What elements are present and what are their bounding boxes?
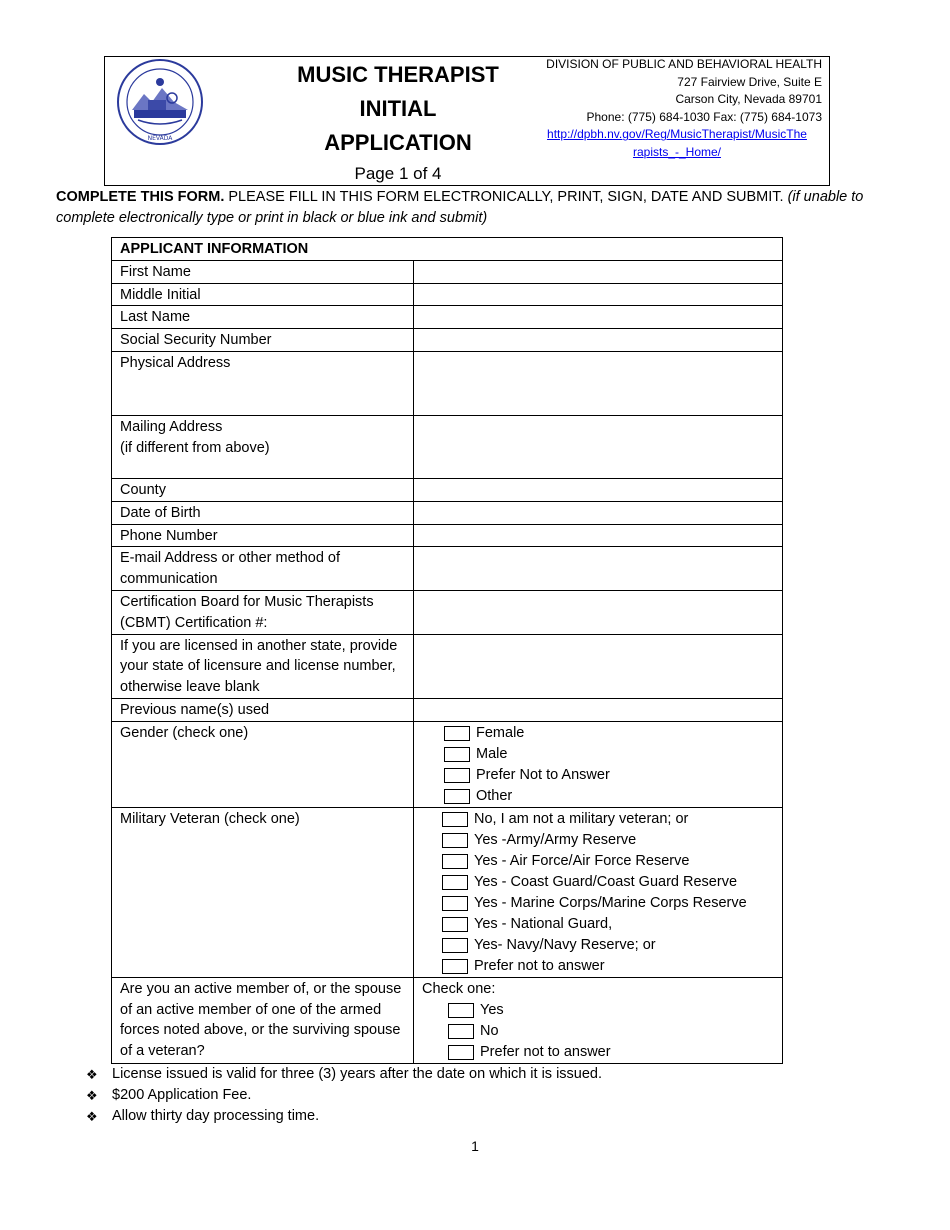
link-line-2[interactable]: rapists_-_Home/: [632, 144, 722, 159]
link-line-1[interactable]: http://dpbh.nv.gov/Reg/MusicTherapist/MusicThe: [547, 127, 807, 142]
military-option[interactable]: [442, 893, 774, 914]
option-label: Yes - Marine Corps/Marine Corps Reserve: [474, 894, 747, 911]
checkbox[interactable]: [444, 768, 470, 783]
nevada-seal-icon: [116, 58, 204, 146]
note-text: Allow thirty day processing time.: [112, 1108, 320, 1124]
option-label: Yes -Army/Army Reserve: [474, 831, 637, 848]
field-label: Gender (check one): [112, 721, 414, 807]
physical-address-input[interactable]: [414, 351, 783, 415]
instructions-text: PLEASE FILL IN THIS FORM ELECTRONICALLY, PRINT, SIGN, DATE AND SUBMIT.: [224, 189, 788, 205]
svg-text:NEVADA: NEVADA: [147, 135, 173, 142]
checkbox[interactable]: [448, 1024, 474, 1039]
checkbox[interactable]: [448, 1003, 474, 1018]
title-line: INITIAL: [359, 96, 437, 121]
list-item: [86, 1064, 602, 1085]
option-label: No: [480, 1022, 499, 1039]
gender-option[interactable]: [444, 786, 774, 807]
county-input[interactable]: [414, 478, 783, 501]
checkbox[interactable]: [442, 959, 468, 974]
option-label: Prefer Not to Answer: [476, 766, 610, 783]
diamond-bullet-icon: ❖: [86, 1067, 98, 1082]
gender-option[interactable]: [444, 765, 774, 786]
military-option[interactable]: [442, 809, 774, 830]
field-label: Military Veteran (check one): [112, 807, 414, 977]
notes-list: [86, 1064, 602, 1127]
checkbox[interactable]: [444, 789, 470, 804]
option-label: Yes - Coast Guard/Coast Guard Reserve: [474, 873, 738, 890]
field-label: Physical Address: [112, 351, 414, 415]
field-label: Certification Board for Music Therapists (CBMT) Certification #:: [112, 590, 414, 634]
option-label: Other: [476, 787, 513, 804]
title-line: APPLICATION: [324, 130, 472, 155]
option-label: Prefer not to answer: [474, 957, 605, 974]
checkbox[interactable]: [442, 938, 468, 953]
option-label: Yes - National Guard,: [474, 915, 613, 932]
active-option[interactable]: [448, 1000, 774, 1021]
field-note: (if different from above): [120, 439, 270, 456]
phone-input[interactable]: [414, 524, 783, 547]
section-title: APPLICANT INFORMATION: [112, 238, 783, 261]
option-label: Female: [476, 724, 525, 741]
note-text: License issued is valid for three (3) years after the date on which it is issued.: [112, 1066, 603, 1082]
form-title: [262, 58, 534, 186]
list-item: [86, 1085, 602, 1106]
field-label: Last Name: [112, 306, 414, 329]
option-label: Yes - Air Force/Air Force Reserve: [474, 852, 690, 869]
military-option[interactable]: [442, 935, 774, 956]
field-label: Middle Initial: [112, 283, 414, 306]
checkbox[interactable]: [442, 833, 468, 848]
first-name-input[interactable]: [414, 260, 783, 283]
checkbox[interactable]: [442, 896, 468, 911]
diamond-bullet-icon: ❖: [86, 1088, 98, 1103]
agency-city: Carson City, Nevada 89701: [675, 92, 822, 107]
field-label: First Name: [112, 260, 414, 283]
field-label: Phone Number: [112, 524, 414, 547]
active-option[interactable]: [448, 1021, 774, 1042]
instructions-bold: COMPLETE THIS FORM.: [56, 189, 225, 205]
checkbox[interactable]: [442, 875, 468, 890]
option-label: Male: [476, 745, 508, 762]
checkbox[interactable]: [444, 726, 470, 741]
ssn-input[interactable]: [414, 329, 783, 352]
field-label: Previous name(s) used: [112, 698, 414, 721]
mailing-address-label: [112, 415, 414, 478]
instructions-italic: (if unable to complete electronically type or print in black or blue ink and submit): [56, 189, 864, 226]
instructions: [56, 187, 896, 229]
gender-options: [414, 721, 783, 807]
other-state-license-input[interactable]: [414, 634, 783, 698]
email-input[interactable]: [414, 547, 783, 591]
previous-names-input[interactable]: [414, 698, 783, 721]
check-one-label: Check one:: [422, 980, 496, 997]
option-label: Prefer not to answer: [480, 1043, 611, 1060]
title-line: MUSIC THERAPIST: [297, 62, 499, 87]
last-name-input[interactable]: [414, 306, 783, 329]
gender-option[interactable]: [444, 723, 774, 744]
checkbox[interactable]: [444, 747, 470, 762]
active-option[interactable]: [448, 1042, 774, 1063]
military-option[interactable]: [442, 851, 774, 872]
field-label: If you are licensed in another state, provide your state of licensure and license number, otherwise leave blank: [112, 634, 414, 698]
checkbox[interactable]: [442, 812, 468, 827]
page-number: 1: [471, 1138, 479, 1154]
option-label: No, I am not a military veteran; or: [474, 810, 689, 827]
military-option[interactable]: [442, 956, 774, 977]
list-item: [86, 1106, 602, 1127]
field-label: Date of Birth: [112, 501, 414, 524]
diamond-bullet-icon: ❖: [86, 1109, 98, 1124]
checkbox[interactable]: [448, 1045, 474, 1060]
applicant-info-table: [111, 237, 783, 1064]
dob-input[interactable]: [414, 501, 783, 524]
field-label: Social Security Number: [112, 329, 414, 352]
mailing-address-input[interactable]: [414, 415, 783, 478]
page-label: Page 1 of 4: [354, 164, 442, 183]
option-label: Yes- Navy/Navy Reserve; or: [474, 936, 656, 953]
field-label: County: [112, 478, 414, 501]
military-option[interactable]: [442, 830, 774, 851]
field-label: Are you an active member of, or the spouse of an active member of one of the armed forces noted above, or the surviving spouse of a veteran?: [112, 977, 414, 1063]
agency-phone-fax: Phone: (775) 684-1030 Fax: (775) 684-1073: [586, 109, 822, 124]
option-label: Yes: [480, 1001, 504, 1018]
agency-name: DIVISION OF PUBLIC AND BEHAVIORAL HEALTH: [546, 57, 822, 71]
field-label: E-mail Address or other method of communication: [112, 547, 414, 591]
military-option[interactable]: [442, 914, 774, 935]
military-option[interactable]: [442, 872, 774, 893]
military-options: [414, 807, 783, 977]
checkbox[interactable]: [442, 854, 468, 869]
note-text: $200 Application Fee.: [112, 1087, 252, 1103]
gender-option[interactable]: [444, 744, 774, 765]
active-member-options: [414, 977, 783, 1063]
agency-website-link[interactable]: [512, 126, 822, 161]
middle-initial-input[interactable]: [414, 283, 783, 306]
agency-address: [512, 56, 822, 162]
cbmt-input[interactable]: [414, 590, 783, 634]
field-label: Mailing Address: [120, 418, 223, 435]
checkbox[interactable]: [442, 917, 468, 932]
agency-street: 727 Fairview Drive, Suite E: [677, 74, 822, 89]
